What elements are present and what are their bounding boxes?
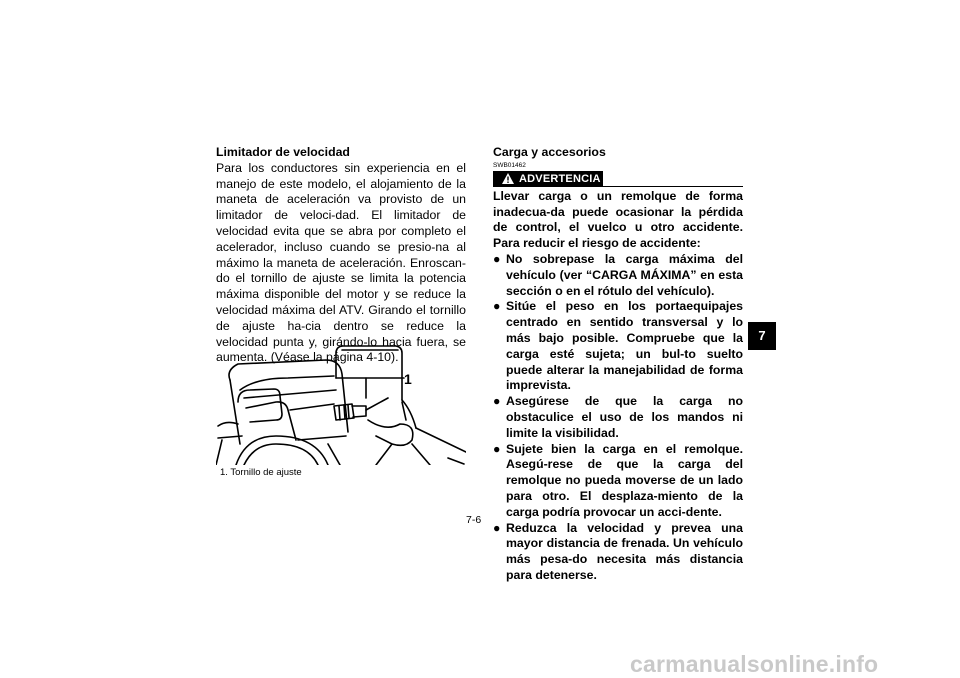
list-item: ● Sitúe el peso en los portaequipajes centrado en sentido transversal y lo más bajo posible. Compruebe que la carga esté sujeta; un bul-to suelto puede alterar la manejabilidad de forma imprevista.	[493, 299, 743, 393]
illustration-drawing	[216, 340, 466, 465]
figure-caption: 1. Tornillo de ajuste	[220, 467, 302, 478]
reference-code: SWB01462	[493, 161, 526, 169]
section-heading-speed-limiter: Limitador de velocidad	[216, 145, 350, 159]
right-column	[493, 145, 743, 584]
warning-intro: Llevar carga o un remolque de forma inadecua-da puede ocasionar la pérdida de control, el vuelco u otro accidente. Para reducir el riesgo de accidente:	[493, 188, 743, 251]
warning-badge	[493, 171, 603, 187]
bullet-icon: ●	[493, 251, 501, 266]
left-column	[216, 145, 466, 366]
bullet-icon: ●	[493, 394, 501, 409]
list-item: ● Reduzca la velocidad y prevea una mayor distancia de frenada. Un vehículo más pesa-do necesita más distancia para detenerse.	[493, 520, 743, 582]
list-item: ● No sobrepase la carga máxima del vehículo (ver “CARGA MÁXIMA” en esta sección o en el rótulo del vehículo).	[493, 251, 743, 298]
bullet-icon: ●	[493, 520, 501, 535]
warning-header	[493, 171, 743, 187]
section-heading-load-accessories: Carga y accesorios	[493, 145, 606, 159]
bullet-icon: ●	[493, 299, 501, 314]
list-item: ● Asegúrese de que la carga no obstaculice el uso de los mandos ni limite la visibilidad.	[493, 394, 743, 440]
bullet-icon: ●	[493, 441, 501, 456]
warning-triangle-icon	[501, 172, 515, 190]
throttle-housing-illustration	[216, 340, 466, 465]
warning-bullet-list	[493, 252, 743, 584]
list-item: ● Sujete bien la carga en el remolque. Asegú-rese de que la carga del remolque no pueda moverse de un lado para otro. El desplaza-miento de la carga podría provocar un acci-dente.	[493, 441, 743, 519]
watermark: carmanualsonline.info	[630, 651, 879, 677]
page-number: 7-6	[466, 514, 482, 526]
warning-label: ADVERTENCIA	[519, 172, 601, 185]
callout-number: 1	[404, 371, 412, 387]
speed-limiter-paragraph: Para los conductores sin experiencia en el manejo de este modelo, el alojamiento de la maneta de aceleración va provisto de un limitador de veloci-dad. El limitador de velocidad evita que se abra por completo el acelerador, incluso cuando se presio-na al máximo la maneta de aceleración. Enroscan-do el tornillo de ajuste se limita la potencia máxima disponible del motor y se reduce la velocidad máxima del ATV. Girando el tornillo de ajuste ha-cia dentro se reduce la velocidad punta y, girándo-lo hacia fuera, se aumenta. (Véase la página 4-10).	[216, 160, 466, 365]
chapter-tab: 7	[748, 322, 776, 350]
